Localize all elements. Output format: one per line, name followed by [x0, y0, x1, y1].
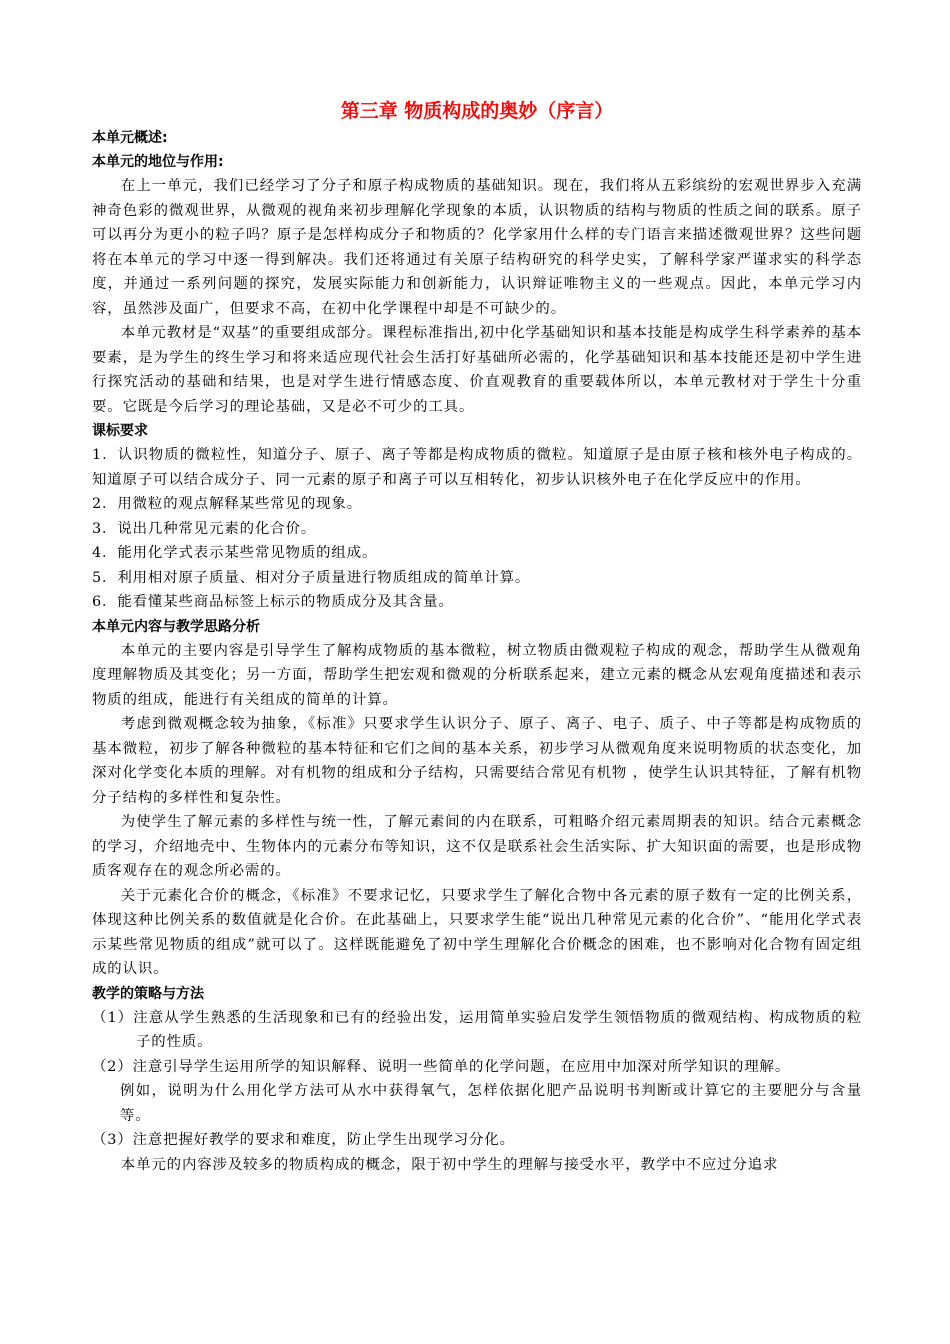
standard-item: 4．能用化学式表示某些常见物质的组成。: [92, 545, 378, 561]
strategy-item: （2）注意引导学生运用所学的知识解释、说明一些简单的化学问题，在应用中加深对所学知识的理解。: [92, 1058, 791, 1075]
role-paragraph: 在上一单元，我们已经学习了分子和原子构成物质的基础知识。现在，我们将从五彩缤纷的宏观世界步入充满神奇色彩的微观世界，从微观的视角来初步理解化学现象的本质，认识物质的结构与物质的性质之间的联系。原子可以再分为更小的粒子吗？原子是怎样构成分子和物质的？化学家用什么样的专门语言来描述微观世界？这些问题将在本单元的学习中逐一得到解决。我们还将通过有关原子结构研究的科学史实，了解科学家严谨求实的科学态度，并通过一系列问题的探究，发展实际能力和创新能力，认识辩证唯物主义的一些观点。因此，本单元学习内容，虽然涉及面广，但要求不高，在初中化学课程中却是不可缺少的。: [92, 178, 862, 317]
analysis-paragraph: 为使学生了解元素的多样性与统一性，了解元素间的内在联系，可粗略介绍元素周期表的知识。结合元素概念的学习，介绍地壳中、生物体内的元素分布等知识，这不仅是联系社会生活实际、扩大知识面的需要，也是形成物质客观存在的观念所必需的。: [92, 814, 862, 879]
standard-item: 5．利用相对原子质量、相对分子质量进行物质组成的简单计算。: [92, 569, 531, 586]
document-page: [92, 96, 862, 1177]
standard-item: 6．能看懂某些商品标签上标示的物质成分及其含量。: [92, 594, 454, 610]
analysis-heading: 本单元内容与教学思路分析: [92, 618, 260, 635]
overview-heading: 本单元概述:: [92, 130, 168, 146]
role-heading: 本单元的地位与作用:: [92, 154, 224, 170]
analysis-paragraph: 本单元的主要内容是引导学生了解构成物质的基本微粒，树立物质由微观粒子构成的观念，帮助学生从微观角度理解物质及其变化；另一方面，帮助学生把宏观和微观的分析联系起来，建立元素的概念从宏观角度描述和表示物质的组成，能进行有关组成的简单的计算。: [92, 642, 862, 708]
strategy-heading: 教学的策略与方法: [92, 985, 204, 1002]
standard-item: 3．说出几种常见元素的化合价。: [92, 520, 317, 537]
standard-item: 1．认识物质的微粒性，知道分子、原子、离子等都是构成物质的微粒。知道原子是由原子核和核外电子构成的。知道原子可以结合成分子、同一元素的原子和离子可以互相转化，初步认识核外电子在化学反应中的作用。: [92, 447, 862, 488]
standards-heading: 课标要求: [92, 423, 148, 439]
page-title: 第三章 物质构成的奥妙（序言）: [340, 100, 614, 122]
analysis-paragraph: 关于元素化合价的概念，《标准》不要求记忆，只要求学生了解化合物中各元素的原子数有一定的比例关系，体现这种比例关系的数值就是化合价。在此基础上，只要求学生能“说出几种常见元素的化合价”、“能用化学式表示某些常见物质的组成”就可以了。这样既能避免了初中学生理解化合价概念的困难，也不影响对化合物有固定组成的认识。: [92, 887, 862, 977]
role-paragraph: 本单元教材是“双基”的重要组成部分。课程标准指出,初中化学基础知识和基本技能是构成学生科学素养的基本要素，是为学生的终生学习和将来适应现代社会生活打好基础所必需的，化学基础知识和基本技能还是初中学生进行探究活动的基础和结果，也是对学生进行情感态度、价直观教育的重要载体所以，本单元教材对于学生十分重要。它既是今后学习的理论基础，又是必不可少的工具。: [92, 325, 862, 415]
strategy-paragraph: 本单元的内容涉及较多的物质构成的概念，限于初中学生的理解与接受水平，教学中不应过分追求: [120, 1156, 779, 1173]
strategy-example: 例如，说明为什么用化学方法可从水中获得氧气，怎样依据化肥产品说明书判断或计算它的主要肥分与含量等。: [120, 1083, 862, 1124]
strategy-item: （3）注意把握好教学的要求和难度，防止学生出现学习分化。: [92, 1132, 515, 1148]
standard-item: 2．用微粒的观点解释某些常见的现象。: [92, 496, 362, 512]
analysis-paragraph: 考虑到微观概念较为抽象，《标准》只要求学生认识分子、原子、离子、电子、质子、中子等都是构成物质的基本微粒，初步了解各种微粒的基本特征和它们之间的基本关系，初步学习从微观角度来说明物质的状态变化，加深对化学变化本质的理解。对有机物的组成和分子结构，只需要结合常见有机物 ，使学生认识其特征，了解有机物分子结构的多样性和复杂性。: [92, 716, 863, 806]
strategy-item: （1）注意从学生熟悉的生活现象和已有的经验出发，运用简单实验启发学生领悟物质的微观结构、构成物质的粒子的性质。: [92, 1009, 862, 1050]
